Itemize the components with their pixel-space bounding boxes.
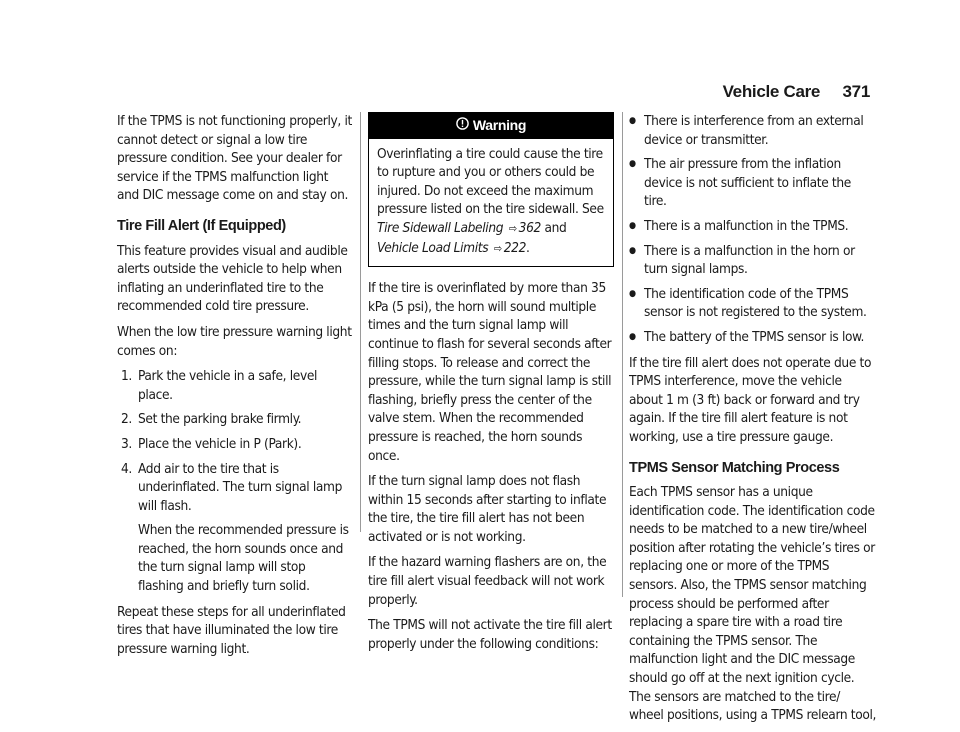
- step-text: Set the parking brake firmly.: [138, 411, 302, 428]
- paragraph: This feature provides visual and audible alerts outside the vehicle to help when inflating an underinflated tire to the recommended cold tire pressure.: [117, 242, 348, 315]
- paragraph: Repeat these steps for all underinflated tires that have illuminated the low tire pressure warning light.: [117, 603, 346, 657]
- step-number: 4.: [121, 460, 132, 477]
- list-item: [117, 410, 352, 429]
- paragraph: If the tire is overinflated by more than 35 kPa (5 psi), the horn will sound multiple times and the turn signal lamp will continue to flash for several seconds after filling stops. To release and correct the pressure, while the turn signal lamp is still flashing, briefly press the center of the valve stem. When the recommended pressure is reached, the horn sounds once.: [368, 280, 612, 464]
- list-item: [117, 435, 352, 454]
- list-item: [117, 367, 352, 404]
- column-2: [368, 112, 614, 660]
- step-number: 2.: [121, 411, 132, 428]
- step-text: Place the vehicle in P (Park).: [138, 435, 302, 452]
- page-number: 371: [842, 82, 870, 101]
- section-heading-tpms-sensor-matching: TPMS Sensor Matching Process: [629, 459, 840, 476]
- column-1: [117, 112, 352, 665]
- step-number: 1.: [121, 368, 132, 385]
- warning-body: Overinflating a tire could cause the tire to rupture and you or others could be injured. Do not exceed the maximum pressure listed on the tire sidewall. See Tire Sidewall Labeling ⇨ 362 and Vehicle Load Limits ⇨ 222.: [377, 145, 604, 256]
- page-header: [723, 82, 870, 102]
- list-item: ● The battery of the TPMS sensor is low.: [629, 328, 877, 347]
- step-subtext: When the recommended pressure is reached, the horn sounds once and the turn signal lamp will stop flashing and briefly turn solid.: [138, 522, 349, 595]
- step-text: Add air to the tire that is underinflated. The turn signal lamp will flash.: [138, 460, 343, 514]
- warning-title-bar: [369, 113, 613, 139]
- paragraph: When the low tire pressure warning light comes on:: [117, 323, 352, 359]
- list-item: ● The identification code of the TPMS sensor is not registered to the system.: [629, 285, 877, 322]
- conjunction: and: [544, 219, 567, 236]
- page-ref-arrow-icon: ⇨: [493, 241, 502, 255]
- paragraph: If the turn signal lamp does not flash within 15 seconds after starting to inflate the tire, the tire fill alert has not been activated or is not working.: [368, 473, 607, 545]
- paragraph: Each TPMS sensor has a unique identification code. The identification code needs to be matched to a new tire/wheel position after rotating the vehicle’s tires or replacing one or more of the TPMS sensors. Also, the TPMS sensor matching process should be performed after replacing a spare tire with a road tire containing the TPMS sensor. The malfunction light and the DIC message should go off at the next ignition cycle. The sensors are matched to the tire/ wheel positions, using a TPMS relearn tool,: [629, 484, 877, 724]
- warning-icon: [456, 117, 469, 136]
- column-divider: [622, 112, 623, 597]
- cross-reference-link[interactable]: Tire Sidewall Labeling: [377, 219, 504, 236]
- conditions-list: [629, 112, 877, 347]
- cross-reference-page[interactable]: 362: [518, 219, 541, 236]
- warning-title: Warning: [472, 117, 527, 133]
- paragraph: If the tire fill alert does not operate due to TPMS interference, move the vehicle about 1 m (3 ft) back or forward and try again. If the tire fill alert feature is not working, use a tire pressure gauge.: [629, 354, 872, 445]
- list-item: ● There is a malfunction in the TPMS.: [629, 217, 877, 236]
- list-item: ● The air pressure from the inflation device is not sufficient to inflate the tire.: [629, 155, 877, 211]
- list-item: ● There is interference from an external device or transmitter.: [629, 112, 877, 149]
- paragraph: The TPMS will not activate the tire fill alert properly under the following conditions:: [368, 617, 612, 652]
- step-text: Park the vehicle in a safe, level place.: [138, 368, 318, 403]
- step-number: 3.: [121, 435, 132, 452]
- steps-list: [117, 367, 352, 596]
- warning-box: [368, 112, 614, 267]
- list-item: ● There is a malfunction in the horn or turn signal lamps.: [629, 242, 877, 279]
- paragraph: If the TPMS is not functioning properly, it cannot detect or signal a low tire pressure condition. See your dealer for service if the TPMS malfunction light and DIC message come on and stay on.: [117, 113, 352, 204]
- column-3: [629, 112, 877, 732]
- cross-reference-page[interactable]: 222: [503, 239, 527, 256]
- warning-text: Overinflating a tire could cause the tire to rupture and you or others could be injured. Do not exceed the maximum pressure listed on the tire sidewall. See: [377, 145, 604, 218]
- section-title: Vehicle Care: [722, 82, 821, 101]
- paragraph: If the hazard warning flashers are on, the tire fill alert visual feedback will not work properly.: [368, 554, 607, 608]
- column-divider: [360, 112, 361, 532]
- section-heading-tire-fill-alert: Tire Fill Alert (If Equipped): [117, 217, 286, 234]
- cross-reference-link[interactable]: Vehicle Load Limits: [377, 239, 489, 256]
- page-ref-arrow-icon: ⇨: [508, 221, 517, 235]
- list-item: [117, 460, 352, 596]
